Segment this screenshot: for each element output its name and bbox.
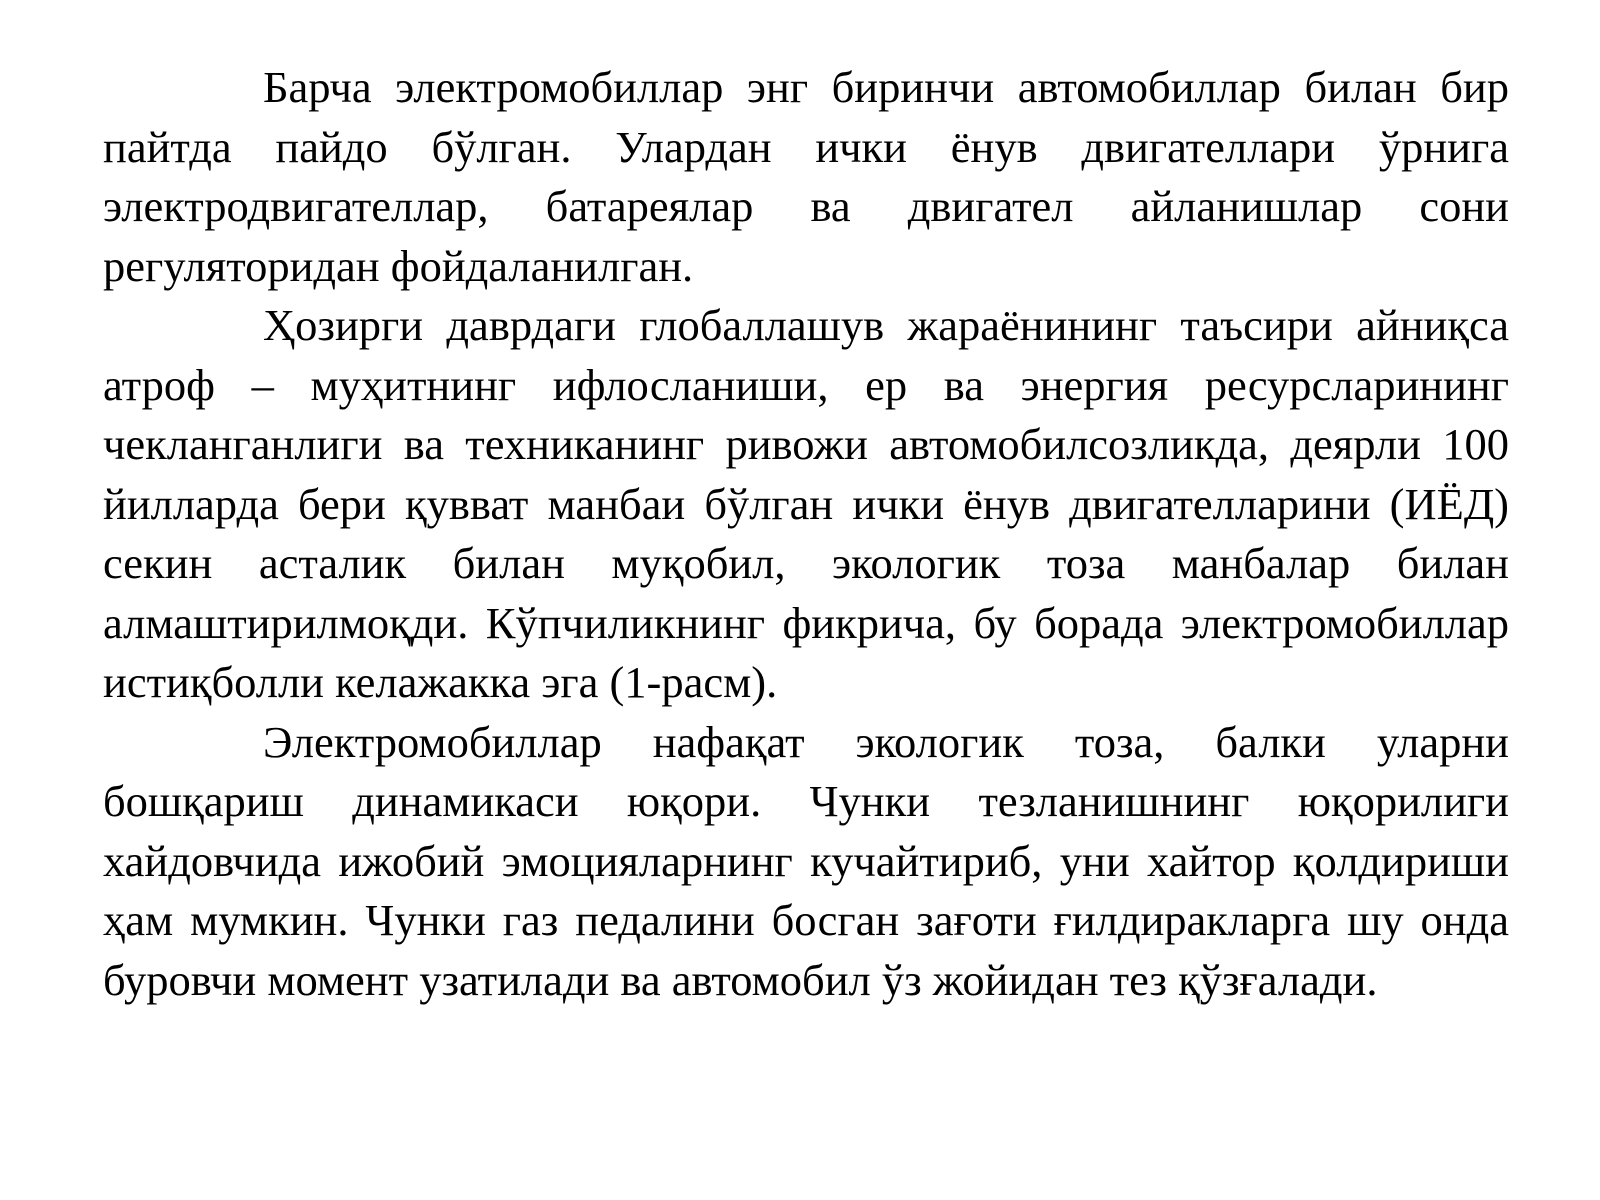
document-page: [103, 58, 1509, 1010]
paragraph-3: Электромобиллар нафақат экологик тоза, балки уларни бошқариш динамикаси юқори. Чунки тезланишнинг юқорилиги хайдовчида ижобий эмоцияларнинг кучайтириб, уни хайтор қолдириши ҳам мумкин. Чунки газ педалини босган зағоти ғилдиракларга шу онда буровчи момент узатилади ва автомобил ўз жойидан тез қўзғалади.: [103, 716, 1509, 1005]
paragraph-1: Барча электромобиллар энг биринчи автомобиллар билан бир пайтда пайдо бўлган. Улардан ички ёнув двигателлари ўрнига электродвигателлар, батареялар ва двигател айланишлар сони регуляторидан фойдаланилган.: [103, 62, 1509, 291]
paragraph-2: Ҳозирги даврдаги глобаллашув жараёнининг таъсири айниқса атроф – муҳитнинг ифлосланиши, ер ва энергия ресурсларининг чекланганлиги ва техниканинг ривожи автомобилсозликда, деярли 100 йилларда бери қувват манбаи бўлган ички ёнув двигателларини (ИЁД) секин асталик билан муқобил, экологик тоза манбалар билан алмаштирилмоқди. Кўпчиликнинг фикрича, бу борада электромобиллар истиқболли келажакка эга (1-расм).: [103, 300, 1509, 707]
